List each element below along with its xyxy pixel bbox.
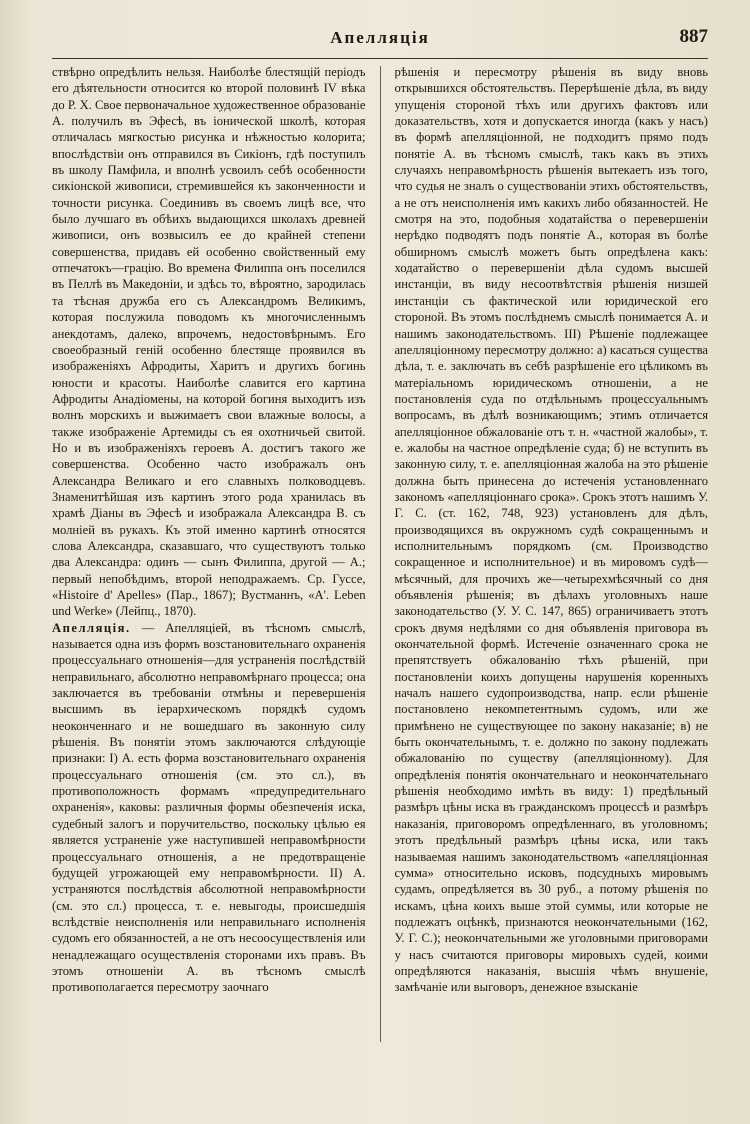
column-divider [380,66,381,1042]
left-column [52,64,366,1044]
header-rule [52,58,708,59]
appeal-entry-continuation: рѣшенія и пересмотру рѣшенія въ виду вновь открывшихся обстоятельствъ. Перерѣшеніе дѣла, въ виду упущенія стороной тѣхъ или другихъ фактовъ или доказательствъ, хотя и допускается иногда (какъ у насъ) въ формѣ апелляціонной, не подходитъ прямо подъ понятіе А. въ тѣсномъ смыслѣ, такъ какъ въ этихъ случаяхъ неправомѣрность рѣшенія вытекаетъ изъ того, что судья не зналъ о существованіи этихъ обстоятельствъ, а не отъ неисполненія имъ какихъ либо обязанностей. Не смотря на это, подобныя ходатайства о перевершеніи нерѣдко подводятъ подъ понятіе А., которая въ болѣе обширномъ смыслѣ можетъ быть опредѣлена какъ: ходатайство о перевершеніи дѣла судомъ высшей инстанціи, въ виду несоотвѣтствія рѣшенія низшей инстанціи съ фактической или юридической его стороной. Въ этомъ послѣднемъ смыслѣ понимается А. и нашимъ законодательствомъ. III) Рѣшеніе подлежащее апелляціонному пересмотру должно: а) касаться существа дѣла, т. е. заключать въ себѣ разрѣшеніе его цѣликомъ въ матеріальномъ юридическомъ отношеніи, а не постановленія суда по отдѣльнымъ процессуальнымъ вопросамъ, въ дѣлѣ возникающимъ; этимъ отличается апелляціонное обжалованіе отъ т. н. «частной жалобы», т. е. жалобы на частное опредѣленіе суда; б) не вступить въ законную силу, т. е. апелляціонная жалоба на это рѣшеніе должна быть принесена до истеченія установленнаго закономъ «апелляціоннаго срока». Срокъ этотъ нашимъ У. Г. С. (ст. 162, 748, 923) установленъ для дѣлъ, производящихся въ окружномъ судѣ сокращеннымъ и исполнительнымъ порядкомъ (см. Производство сокращенное и исполнительное) и въ мировомъ судѣ—мѣсячный, для прочихъ же—четырехмѣсячный со дня объявленія рѣшенія; въ дѣлахъ уголовныхъ наше законодательство (У. У. С. 147, 865) ограничиваетъ этотъ срокъ двумя недѣлями со дня объявленія приговора въ окончательной формѣ. Истеченіе означеннаго срока не препятствуетъ обжалованію тѣхъ рѣшеній, при постановленіи коихъ допущены нарушенія коренныхъ началъ нашего судопроизводства, напр. если рѣшеніе постановлено некомпетентнымъ судомъ, или же примѣнено не существующее по закону наказаніе; в) не быть окончательнымъ, т. е. должно по закону подлежать обжалованію по существу (апелляціонному). Для опредѣленія понятія окончательнаго и неокончательнаго рѣшенія необходимо имѣть въ виду: 1) предѣльный размѣръ цѣны иска въ гражданскомъ процессѣ и размѣръ наказанія, приговоромъ опредѣленнаго, въ уголовномъ; этотъ предѣльный размѣръ цѣны иска, или такъ называемая нашимъ законодательствомъ «апелляціонная сумма» относительно исковъ, подсудныхъ мировымъ судамъ, опредѣляется въ 30 руб., а потому рѣшенія по искамъ, цѣна коихъ выше этой суммы, или которые не подлежатъ оцѣнкѣ, признаются неокончательными (162, У. Г. С.); неокончательными же уголовными приговорами у насъ считаются приговоры мировыхъ судей, коими опредѣляются наказанія, высшія чѣмъ внушеніе, замѣчаніе или выговоръ, денежное взысканіе [394,65,708,995]
appeal-entry-text: — Апелляціей, въ тѣсномъ смыслѣ, называется одна изъ формъ возстановительнаго охраненія процессуальнаго отношенія—для устраненія послѣдствій неправильнаго, абсолютно неправомѣрнаго процесса; она заключается въ требованіи отмѣны и перевершенія высшимъ въ іерархическомъ порядкѣ судомъ неоконченнаго и не вошедшаго въ законную силу рѣшенія. Въ понятіи этомъ заключаются слѣдующіе признаки: I) А. есть форма возстановительнаго охраненія процессуальнаго отношенія (см. это сл.), въ противоположность формамъ «предупредительнаго охраненія», каковы: различныя формы обезпеченія иска, судебный залогъ и поручительство, поскольку цѣлью ея является устраненіе уже наступившей неправомѣрности процессуальнаго отношенія, а не предотвращеніе будущей угрожающей ему неправомѣрности. II) А. устраняются послѣдствія абсолютной неправомѣрности (см. это сл.) процесса, т. е. невыгоды, происшедшія вслѣдствіе неисполненія или неправильнаго исполненія судомъ его обязанностей, а не отъ несоосуществленія или ненадлежащаго осуществленія сторонами ихъ правъ. Въ этомъ отношеніи А. въ тѣсномъ смыслѣ противополагается пересмотру заочнаго [52,620,366,995]
right-column [395,64,709,1044]
running-title: Апелляція [330,28,430,47]
appeal-entry [52,620,366,996]
text-columns [52,64,708,1044]
apelles-entry-text: ствѣрно опредѣлить нельзя. Наиболѣе блестящій періодъ его дѣятельности относится ко второй половинѣ IV вѣка до Р. Х. Свое первоначальное художественное образованіе А. получилъ въ Эфесѣ, въ іонической школѣ, которая отличалась мягкостью рисунка и нѣжностью колорита; впослѣдствіи онъ отправился въ Сикіонъ, гдѣ поступилъ въ школу Памфила, и вполнѣ усвоилъ себѣ особенности сикіонской живописи, стремившейся къ законченности и точности рисунка. Соединивъ въ своемъ лицѣ все, что было лучшаго въ обѣихъ выдающихся школахъ древней живописи, онъ возвысилъ ее до крайней степени совершенства, придавъ ей особенно свойственный ему отпечатокъ—грацію. Во времена Филиппа онъ поселился въ Пеллѣ въ Македоніи, и здѣсь то, вѣроятно, зародилась та тѣсная дружба его съ Александромъ Великимъ, которая послужила поводомъ къ многочисленнымъ анекдотамъ, далеко, впрочемъ, недостовѣрнымъ. Его своеобразный геній особенно блестяще проявился въ изображеніяхъ Афродиты, Харитъ и другихъ богинь юности и красоты. Наиболѣе славится его картина Афродиты Анадіомены, на которой богиня выходитъ изъ волнъ морскихъ и выжимаетъ свои влажные волосы, а также изображеніе Артемиды съ ея охотничьей свитой. Но и въ изображеніяхъ героевъ А. достигъ такого же совершенства. Особенно часто изображалъ онъ Александра Великаго и его славныхъ полководцевъ. Знаменитѣйшая изъ картинъ этого рода хранилась въ храмѣ Діаны въ Эфесѣ и изображала Александра В. съ молніей въ рукахъ. Къ этой именно картинѣ относятся слова Александра, сказавшаго, что существуютъ только два Александра: одинъ — сынъ Филиппа, другой — А.; первый непобѣдимъ, второй неподражаемъ. Ср. Гуссе, «Histoire d' Apelles» (Пар., 1867); Вустманнъ, «A'. Leben und Werke» (Лейпц., 1870). [52,65,366,619]
appeal-entry-heading: Апелляція. [52,620,131,635]
page-number: 887 [679,26,708,47]
page-header [52,26,708,54]
